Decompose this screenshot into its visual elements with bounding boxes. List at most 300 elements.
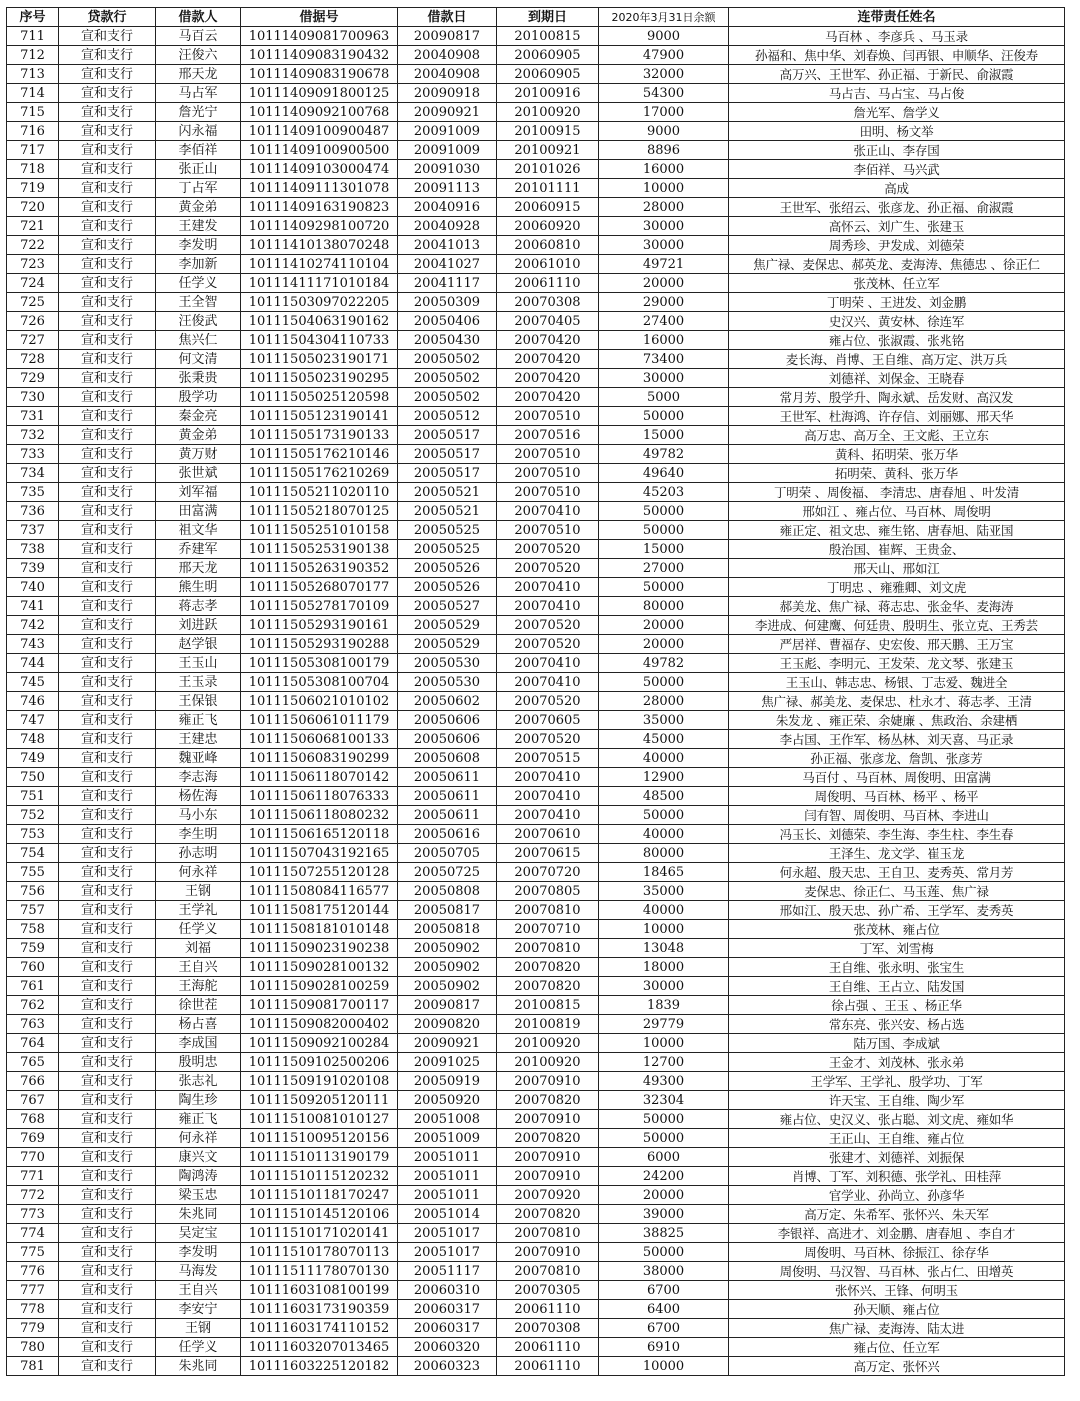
cell-receipt-no: 10111510118170247: [241, 1186, 398, 1205]
table-row: [7, 388, 1065, 407]
cell-receipt-no: 10111505308100179: [241, 654, 398, 673]
cell-borrower: 张世斌: [156, 464, 241, 483]
cell-bank: 宣和支行: [59, 236, 156, 255]
cell-balance: 5000: [599, 388, 729, 407]
cell-due-date: 20070520: [497, 635, 599, 654]
cell-receipt-no: 10111509205120111: [241, 1091, 398, 1110]
table-row: [7, 578, 1065, 597]
cell-borrower: 王玉录: [156, 673, 241, 692]
cell-balance: 10000: [599, 920, 729, 939]
cell-bank: 宣和支行: [59, 426, 156, 445]
cell-due-date: 20070510: [497, 445, 599, 464]
cell-borrower: 王学礼: [156, 901, 241, 920]
cell-balance: 6700: [599, 1319, 729, 1338]
cell-borrower: 马占军: [156, 84, 241, 103]
cell-loan-date: 20050530: [398, 654, 497, 673]
cell-loan-date: 20050517: [398, 445, 497, 464]
cell-receipt-no: 10111509102500206: [241, 1053, 398, 1072]
table-row: [7, 1072, 1065, 1091]
cell-balance: 40000: [599, 825, 729, 844]
cell-borrower: 朱兆同: [156, 1205, 241, 1224]
table-row: [7, 1357, 1065, 1376]
cell-loan-date: 20050530: [398, 673, 497, 692]
cell-bank: 宣和支行: [59, 1319, 156, 1338]
cell-due-date: 20100920: [497, 1034, 599, 1053]
cell-bank: 宣和支行: [59, 635, 156, 654]
cell-bank: 宣和支行: [59, 274, 156, 293]
cell-receipt-no: 10111510113190179: [241, 1148, 398, 1167]
cell-receipt-no: 10111410274110104: [241, 255, 398, 274]
cell-due-date: 20070810: [497, 901, 599, 920]
cell-borrower: 殷学功: [156, 388, 241, 407]
cell-balance: 17000: [599, 103, 729, 122]
cell-guarantors: 刘德祥、刘保金、王晓春: [729, 369, 1065, 388]
cell-bank: 宣和支行: [59, 1034, 156, 1053]
cell-guarantors: 田明、杨文举: [729, 122, 1065, 141]
cell-bank: 宣和支行: [59, 369, 156, 388]
cell-guarantors: 焦广禄、麦海涛、陆太进: [729, 1319, 1065, 1338]
cell-loan-date: 20090817: [398, 996, 497, 1015]
header-guarantors: 连带责任姓名: [729, 8, 1065, 27]
cell-due-date: 20070305: [497, 1281, 599, 1300]
cell-loan-date: 20051011: [398, 1167, 497, 1186]
cell-bank: 宣和支行: [59, 559, 156, 578]
cell-borrower: 王钢: [156, 882, 241, 901]
cell-guarantors: 王玉彪、李明元、王发荣、龙文琴、张建玉: [729, 654, 1065, 673]
cell-guarantors: 丁明荣 、王进发、刘金鹏: [729, 293, 1065, 312]
cell-seq: 761: [7, 977, 59, 996]
cell-borrower: 梁玉忠: [156, 1186, 241, 1205]
cell-guarantors: 高万定、朱希军、张怀兴、朱天军: [729, 1205, 1065, 1224]
table-row: [7, 597, 1065, 616]
table-row: [7, 540, 1065, 559]
cell-seq: 729: [7, 369, 59, 388]
cell-loan-date: 20051017: [398, 1243, 497, 1262]
cell-balance: 10000: [599, 1034, 729, 1053]
cell-loan-date: 20060323: [398, 1357, 497, 1376]
cell-loan-date: 20050725: [398, 863, 497, 882]
cell-due-date: 20101026: [497, 160, 599, 179]
cell-balance: 40000: [599, 749, 729, 768]
cell-guarantors: 肖博、丁军、刘积德、张学礼、田桂萍: [729, 1167, 1065, 1186]
cell-bank: 宣和支行: [59, 882, 156, 901]
cell-due-date: 20070520: [497, 540, 599, 559]
cell-balance: 6910: [599, 1338, 729, 1357]
table-row: [7, 1110, 1065, 1129]
cell-due-date: 20070810: [497, 1224, 599, 1243]
cell-seq: 769: [7, 1129, 59, 1148]
cell-guarantors: 张建才、刘德祥、刘振保: [729, 1148, 1065, 1167]
cell-loan-date: 20051017: [398, 1224, 497, 1243]
cell-borrower: 邢天龙: [156, 65, 241, 84]
cell-borrower: 李生明: [156, 825, 241, 844]
table-row: [7, 977, 1065, 996]
cell-borrower: 任学义: [156, 274, 241, 293]
cell-receipt-no: 10111508175120144: [241, 901, 398, 920]
cell-due-date: 20070910: [497, 1072, 599, 1091]
cell-receipt-no: 10111505176210146: [241, 445, 398, 464]
cell-seq: 781: [7, 1357, 59, 1376]
header-borrower: 借款人: [156, 8, 241, 27]
cell-borrower: 王自兴: [156, 1281, 241, 1300]
cell-guarantors: 雍占位、史汉义、张占聪、刘文虎、雍如华: [729, 1110, 1065, 1129]
table-row: [7, 1262, 1065, 1281]
cell-balance: 49782: [599, 445, 729, 464]
cell-bank: 宣和支行: [59, 331, 156, 350]
cell-balance: 18465: [599, 863, 729, 882]
cell-receipt-no: 10111506165120118: [241, 825, 398, 844]
cell-borrower: 陶生珍: [156, 1091, 241, 1110]
cell-loan-date: 20050608: [398, 749, 497, 768]
table-row: [7, 654, 1065, 673]
cell-bank: 宣和支行: [59, 825, 156, 844]
cell-bank: 宣和支行: [59, 407, 156, 426]
table-row: [7, 84, 1065, 103]
cell-receipt-no: 10111411171010184: [241, 274, 398, 293]
table-row: [7, 198, 1065, 217]
cell-seq: 718: [7, 160, 59, 179]
cell-bank: 宣和支行: [59, 1205, 156, 1224]
table-row: [7, 939, 1065, 958]
cell-seq: 779: [7, 1319, 59, 1338]
cell-guarantors: 丁明忠 、雍雅卿、刘文虎: [729, 578, 1065, 597]
cell-due-date: 20070720: [497, 863, 599, 882]
cell-due-date: 20060905: [497, 65, 599, 84]
cell-guarantors: 许天宝、王自维、陶少军: [729, 1091, 1065, 1110]
table-row: [7, 1338, 1065, 1357]
cell-bank: 宣和支行: [59, 103, 156, 122]
cell-guarantors: 张茂林、雍占位: [729, 920, 1065, 939]
cell-seq: 772: [7, 1186, 59, 1205]
cell-loan-date: 20050902: [398, 958, 497, 977]
cell-borrower: 马小东: [156, 806, 241, 825]
cell-seq: 747: [7, 711, 59, 730]
header-receipt-no: 借据号: [241, 8, 398, 27]
cell-receipt-no: 10111409100900500: [241, 141, 398, 160]
cell-borrower: 王钢: [156, 1319, 241, 1338]
table-row: [7, 1148, 1065, 1167]
table-row: [7, 236, 1065, 255]
cell-borrower: 祖文华: [156, 521, 241, 540]
cell-due-date: 20070910: [497, 1148, 599, 1167]
cell-balance: 6000: [599, 1148, 729, 1167]
cell-loan-date: 20051014: [398, 1205, 497, 1224]
cell-guarantors: 雍正定、祖文忠、雍生铭、唐春旭、陆亚国: [729, 521, 1065, 540]
cell-seq: 725: [7, 293, 59, 312]
cell-due-date: 20070410: [497, 502, 599, 521]
cell-borrower: 丁占军: [156, 179, 241, 198]
table-row: [7, 255, 1065, 274]
cell-borrower: 蒋志孝: [156, 597, 241, 616]
table-row: [7, 825, 1065, 844]
cell-receipt-no: 10111603174110152: [241, 1319, 398, 1338]
cell-loan-date: 20041117: [398, 274, 497, 293]
cell-due-date: 20061110: [497, 1300, 599, 1319]
cell-due-date: 20070810: [497, 939, 599, 958]
cell-guarantors: 王正山、王自维、雍占位: [729, 1129, 1065, 1148]
cell-receipt-no: 10111409081700963: [241, 27, 398, 46]
cell-seq: 722: [7, 236, 59, 255]
cell-balance: 38000: [599, 1262, 729, 1281]
cell-seq: 778: [7, 1300, 59, 1319]
cell-borrower: 汪俊武: [156, 312, 241, 331]
cell-seq: 712: [7, 46, 59, 65]
cell-bank: 宣和支行: [59, 1072, 156, 1091]
cell-balance: 29000: [599, 293, 729, 312]
cell-borrower: 孙志明: [156, 844, 241, 863]
cell-due-date: 20061010: [497, 255, 599, 274]
table-row: [7, 768, 1065, 787]
cell-guarantors: 王自维、王占立、陆发国: [729, 977, 1065, 996]
cell-guarantors: 詹光军、詹学义: [729, 103, 1065, 122]
cell-loan-date: 20050406: [398, 312, 497, 331]
cell-balance: 45203: [599, 483, 729, 502]
table-row: [7, 293, 1065, 312]
cell-loan-date: 20050525: [398, 521, 497, 540]
cell-bank: 宣和支行: [59, 312, 156, 331]
cell-receipt-no: 10111510115120232: [241, 1167, 398, 1186]
cell-bank: 宣和支行: [59, 521, 156, 540]
cell-balance: 50000: [599, 578, 729, 597]
cell-guarantors: 周秀珍、尹发成、刘德荣: [729, 236, 1065, 255]
cell-receipt-no: 10111506021010102: [241, 692, 398, 711]
cell-loan-date: 20050521: [398, 483, 497, 502]
cell-bank: 宣和支行: [59, 1167, 156, 1186]
loan-table: [6, 7, 1065, 1376]
header-bank: 贷款行: [59, 8, 156, 27]
cell-bank: 宣和支行: [59, 958, 156, 977]
cell-balance: 50000: [599, 407, 729, 426]
cell-balance: 13048: [599, 939, 729, 958]
cell-receipt-no: 10111505268070177: [241, 578, 398, 597]
cell-bank: 宣和支行: [59, 692, 156, 711]
cell-seq: 764: [7, 1034, 59, 1053]
cell-receipt-no: 10111505023190171: [241, 350, 398, 369]
cell-guarantors: 王世军、杜海鸿、许存信、刘丽娜、邢天华: [729, 407, 1065, 426]
cell-balance: 47900: [599, 46, 729, 65]
cell-bank: 宣和支行: [59, 1091, 156, 1110]
cell-borrower: 邢天龙: [156, 559, 241, 578]
table-row: [7, 711, 1065, 730]
cell-receipt-no: 10111503097022205: [241, 293, 398, 312]
cell-borrower: 何文清: [156, 350, 241, 369]
cell-due-date: 20070820: [497, 1129, 599, 1148]
cell-bank: 宣和支行: [59, 1053, 156, 1072]
cell-loan-date: 20050817: [398, 901, 497, 920]
cell-receipt-no: 10111508084116577: [241, 882, 398, 901]
cell-loan-date: 20050606: [398, 730, 497, 749]
cell-seq: 766: [7, 1072, 59, 1091]
cell-due-date: 20070308: [497, 1319, 599, 1338]
cell-guarantors: 麦长海、肖博、王自维、高万定、洪万兵: [729, 350, 1065, 369]
cell-due-date: 20070710: [497, 920, 599, 939]
table-row: [7, 464, 1065, 483]
cell-guarantors: 邢天山、邢如江: [729, 559, 1065, 578]
table-row: [7, 65, 1065, 84]
table-row: [7, 312, 1065, 331]
cell-borrower: 李发明: [156, 1243, 241, 1262]
cell-bank: 宣和支行: [59, 198, 156, 217]
cell-guarantors: 雍占位、张淑霞、张兆铭: [729, 331, 1065, 350]
cell-loan-date: 20050525: [398, 540, 497, 559]
cell-receipt-no: 10111409091800125: [241, 84, 398, 103]
cell-due-date: 20100920: [497, 1053, 599, 1072]
table-row: [7, 46, 1065, 65]
cell-seq: 759: [7, 939, 59, 958]
cell-due-date: 20100920: [497, 103, 599, 122]
cell-loan-date: 20060317: [398, 1319, 497, 1338]
cell-due-date: 20070405: [497, 312, 599, 331]
cell-bank: 宣和支行: [59, 1300, 156, 1319]
cell-guarantors: 史汉兴、黄安林、徐连军: [729, 312, 1065, 331]
table-row: [7, 407, 1065, 426]
cell-receipt-no: 10111409163190823: [241, 198, 398, 217]
cell-loan-date: 20091009: [398, 141, 497, 160]
cell-receipt-no: 10111510171020141: [241, 1224, 398, 1243]
cell-guarantors: 雍占位、任立军: [729, 1338, 1065, 1357]
table-row: [7, 1167, 1065, 1186]
table-row: [7, 331, 1065, 350]
cell-guarantors: 焦广禄、麦保忠、郝英龙、麦海涛、焦德忠 、徐正仁: [729, 255, 1065, 274]
cell-due-date: 20070820: [497, 1091, 599, 1110]
cell-due-date: 20070420: [497, 369, 599, 388]
cell-seq: 717: [7, 141, 59, 160]
cell-receipt-no: 10111509023190238: [241, 939, 398, 958]
cell-borrower: 张秉贵: [156, 369, 241, 388]
cell-balance: 45000: [599, 730, 729, 749]
cell-balance: 27400: [599, 312, 729, 331]
cell-balance: 50000: [599, 1243, 729, 1262]
table-row: [7, 730, 1065, 749]
cell-seq: 724: [7, 274, 59, 293]
cell-due-date: 20070410: [497, 673, 599, 692]
cell-seq: 741: [7, 597, 59, 616]
cell-seq: 720: [7, 198, 59, 217]
cell-guarantors: 王玉山、韩志忠、杨银、丁志爱、魏进全: [729, 673, 1065, 692]
cell-balance: 27000: [599, 559, 729, 578]
cell-bank: 宣和支行: [59, 806, 156, 825]
cell-receipt-no: 10111506118080232: [241, 806, 398, 825]
cell-receipt-no: 10111509191020108: [241, 1072, 398, 1091]
cell-seq: 727: [7, 331, 59, 350]
cell-guarantors: 王泽生、龙文学、崔玉龙: [729, 844, 1065, 863]
cell-receipt-no: 10111505278170109: [241, 597, 398, 616]
cell-due-date: 20100815: [497, 996, 599, 1015]
cell-receipt-no: 10111506083190299: [241, 749, 398, 768]
cell-receipt-no: 10111504063190162: [241, 312, 398, 331]
cell-bank: 宣和支行: [59, 84, 156, 103]
cell-balance: 24200: [599, 1167, 729, 1186]
cell-loan-date: 20091009: [398, 122, 497, 141]
table-row: [7, 274, 1065, 293]
table-header-row: [7, 8, 1065, 27]
cell-balance: 50000: [599, 502, 729, 521]
cell-loan-date: 20040928: [398, 217, 497, 236]
cell-borrower: 徐世茬: [156, 996, 241, 1015]
cell-borrower: 王保银: [156, 692, 241, 711]
cell-seq: 734: [7, 464, 59, 483]
cell-bank: 宣和支行: [59, 350, 156, 369]
cell-balance: 12700: [599, 1053, 729, 1072]
cell-balance: 6700: [599, 1281, 729, 1300]
cell-loan-date: 20060317: [398, 1300, 497, 1319]
cell-due-date: 20070516: [497, 426, 599, 445]
cell-balance: 50000: [599, 673, 729, 692]
cell-loan-date: 20050902: [398, 977, 497, 996]
cell-loan-date: 20050309: [398, 293, 497, 312]
cell-due-date: 20070420: [497, 388, 599, 407]
cell-due-date: 20070410: [497, 597, 599, 616]
cell-borrower: 李志海: [156, 768, 241, 787]
table-row: [7, 141, 1065, 160]
cell-receipt-no: 10111510178070113: [241, 1243, 398, 1262]
cell-receipt-no: 10111509092100284: [241, 1034, 398, 1053]
cell-seq: 721: [7, 217, 59, 236]
cell-loan-date: 20050611: [398, 806, 497, 825]
cell-balance: 80000: [599, 844, 729, 863]
cell-borrower: 李发明: [156, 236, 241, 255]
cell-receipt-no: 10111603173190359: [241, 1300, 398, 1319]
cell-due-date: 20070810: [497, 1262, 599, 1281]
cell-guarantors: 陆万国、李成斌: [729, 1034, 1065, 1053]
cell-balance: 32304: [599, 1091, 729, 1110]
cell-borrower: 任学义: [156, 1338, 241, 1357]
cell-loan-date: 20050611: [398, 787, 497, 806]
cell-seq: 765: [7, 1053, 59, 1072]
cell-borrower: 王建发: [156, 217, 241, 236]
cell-due-date: 20100916: [497, 84, 599, 103]
cell-seq: 739: [7, 559, 59, 578]
cell-seq: 757: [7, 901, 59, 920]
cell-balance: 20000: [599, 616, 729, 635]
cell-balance: 49782: [599, 654, 729, 673]
cell-balance: 54300: [599, 84, 729, 103]
cell-bank: 宣和支行: [59, 27, 156, 46]
cell-loan-date: 20050611: [398, 768, 497, 787]
cell-due-date: 20070520: [497, 692, 599, 711]
cell-borrower: 李安宁: [156, 1300, 241, 1319]
cell-borrower: 马百云: [156, 27, 241, 46]
table-row: [7, 521, 1065, 540]
cell-borrower: 王海舵: [156, 977, 241, 996]
cell-seq: 751: [7, 787, 59, 806]
cell-seq: 763: [7, 1015, 59, 1034]
cell-seq: 755: [7, 863, 59, 882]
table-row: [7, 1034, 1065, 1053]
cell-borrower: 康兴文: [156, 1148, 241, 1167]
cell-receipt-no: 10111509081700117: [241, 996, 398, 1015]
cell-due-date: 20070410: [497, 768, 599, 787]
cell-due-date: 20070820: [497, 958, 599, 977]
table-row: [7, 1281, 1065, 1300]
header-loan-date: 借款日: [398, 8, 497, 27]
cell-bank: 宣和支行: [59, 160, 156, 179]
cell-guarantors: 焦广禄、郝美龙、麦保忠、杜永才、蒋志孝、王清: [729, 692, 1065, 711]
cell-guarantors: 孙福和、焦中华、刘春焕、闫再银、申顺华、汪俊寿: [729, 46, 1065, 65]
cell-seq: 746: [7, 692, 59, 711]
cell-due-date: 20070820: [497, 977, 599, 996]
cell-borrower: 王玉山: [156, 654, 241, 673]
cell-borrower: 赵学银: [156, 635, 241, 654]
cell-due-date: 20070510: [497, 407, 599, 426]
cell-loan-date: 20090817: [398, 27, 497, 46]
cell-receipt-no: 10111409092100768: [241, 103, 398, 122]
cell-balance: 16000: [599, 331, 729, 350]
cell-loan-date: 20050526: [398, 578, 497, 597]
cell-due-date: 20070920: [497, 1186, 599, 1205]
cell-borrower: 王全智: [156, 293, 241, 312]
cell-loan-date: 20051011: [398, 1186, 497, 1205]
